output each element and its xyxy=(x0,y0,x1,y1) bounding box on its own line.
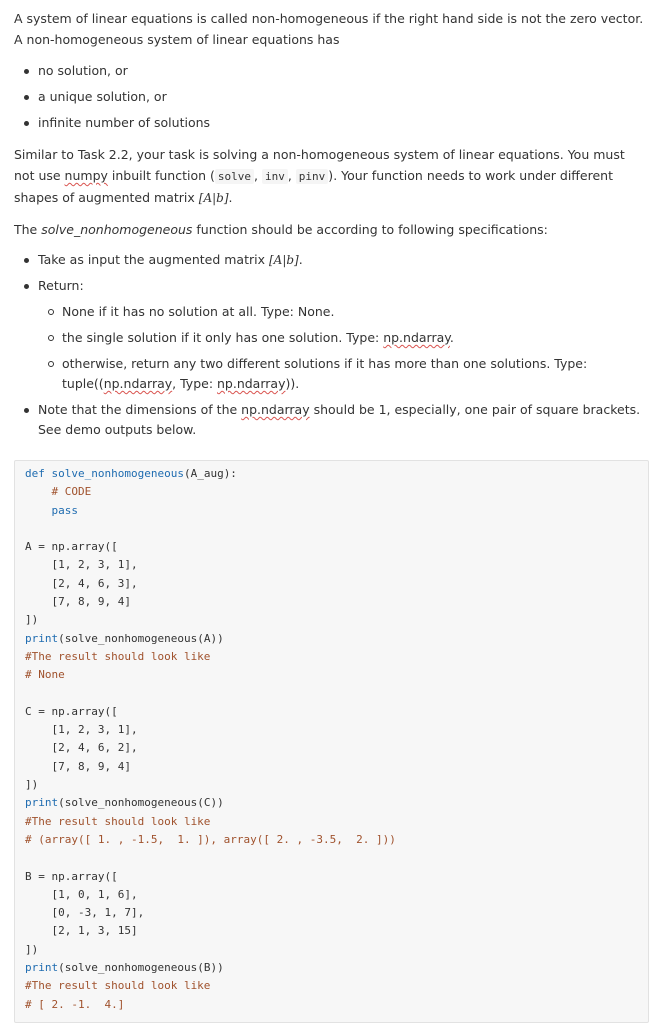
spec-list xyxy=(14,250,649,440)
intro-paragraph: A system of linear equations is called non-homogeneous if the right hand side is not the zero vector. A non-homogeneous system of linear equations has xyxy=(14,11,644,47)
case-item: infinite number of solutions xyxy=(14,113,649,133)
function-def-name: solve_nonhomogeneous xyxy=(51,467,184,480)
case-item: no solution, or xyxy=(14,61,649,81)
solution-cases-list xyxy=(14,61,649,133)
builtin-print: print xyxy=(25,961,59,975)
ndarray-link: np.ndarray xyxy=(241,402,310,417)
spec-return-item: Return: None if it has no solution at all. Type: None. the single solution if it only has one solution. Type: np.ndarray. otherwise, return any two different solutions if it has more than one solutions. Type: tuple((np.ndarray, Type: np.ndarray)). xyxy=(14,276,649,394)
code-comment: # CODE xyxy=(51,485,92,499)
code-block: def solve_nonhomogeneous(A_aug): # CODE pass A = np.array([ [1, 2, 3, 1], [2, 4, 6, 3], [7, 8, 9, 4] ]) print(solve_nonhomogeneous(A)) #The result should look like # None C = np.array([ [1, 2, 3, 1], [2, 4, 6, 2], [7, 8, 9, 4] ]) print(solve_nonhomogeneous(C)) #The result should look like # (array([ 1. , -1.5, 1. ]), array([ 2. , -3.5, 2. ])) B = np.array([ [1, 0, 1, 6], [0, -3, 1, 7], [2, 1, 3, 15] ]) print(solve_nonhomogeneous(B)) #The result should look like # [ 2. -1. 4.] xyxy=(14,460,649,1023)
task-paragraph: Similar to Task 2.2, your task is solving a non-homogeneous system of linear equations. You must not use numpy inbuilt function ( solve , inv , pinv ). Your function needs to work under different shapes of augmented matrix [A|b]. xyxy=(14,147,625,205)
return-none-item: None if it has no solution at all. Type: None. xyxy=(38,302,649,322)
spec-input-item: Take as input the augmented matrix [A|b]. xyxy=(14,250,649,270)
return-single-item: the single solution if it only has one solution. Type: np.ndarray. xyxy=(38,328,649,348)
spec-note-item: Note that the dimensions of the np.ndarray should be 1, especially, one pair of square brackets. See demo outputs below. xyxy=(14,400,649,440)
augmented-matrix: [A|b] xyxy=(198,191,229,205)
function-name: solve_nonhomogeneous xyxy=(41,222,193,237)
ndarray-link: np.ndarray xyxy=(383,330,450,345)
code-comment: # (array([ 1. , -1.5, 1. ]), array([ 2. , -3.5, 2. ])) xyxy=(25,832,396,846)
return-sublist xyxy=(38,302,649,394)
code-comment: #The result should look like xyxy=(25,814,211,828)
code-comment: # [ 2. -1. 4.] xyxy=(25,997,125,1011)
builtin-print: print xyxy=(25,631,59,645)
numpy-term: numpy xyxy=(64,168,108,183)
code-comment: #The result should look like xyxy=(25,649,211,663)
code-solve: solve xyxy=(215,169,254,184)
ndarray-link: np.ndarray xyxy=(217,376,286,391)
spec-paragraph: The solve_nonhomogeneous function should be according to following specifications: xyxy=(14,222,548,237)
code-comment: #The result should look like xyxy=(25,979,211,993)
case-item: a unique solution, or xyxy=(14,87,649,107)
keyword: def xyxy=(25,467,45,480)
keyword: pass xyxy=(51,503,78,517)
ndarray-link: np.ndarray xyxy=(103,376,173,391)
code-comment: # None xyxy=(25,668,65,682)
builtin-print: print xyxy=(25,796,59,810)
return-multiple-item: otherwise, return any two different solutions if it has more than one solutions. Type: tuple((np.ndarray, Type: np.ndarray)). xyxy=(38,354,649,394)
code-inv: inv xyxy=(262,169,288,184)
code-pinv: pinv xyxy=(296,169,329,184)
